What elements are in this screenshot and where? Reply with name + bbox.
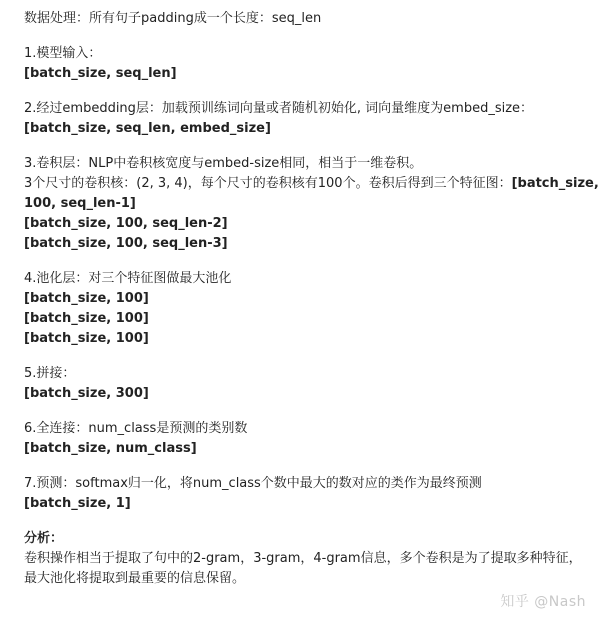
analysis-heading: 分析：	[24, 531, 64, 546]
predict-title: 7.预测：softmax归一化，将num_class个数中最大的数对应的类作为最终预测	[24, 476, 482, 491]
input-title: 1.模型输入：	[24, 46, 102, 61]
pool-shape-2: [batch_size, 100]	[24, 311, 149, 326]
conv-shape-inline: [batch_size,	[511, 176, 599, 191]
input-shape: [batch_size, seq_len]	[24, 66, 177, 81]
conv-shape-3: [batch_size, 100, seq_len-3]	[24, 236, 228, 251]
fc-title: 6.全连接：num_class是预测的类别数	[24, 421, 248, 436]
watermark: 知乎 @Nash	[500, 594, 586, 610]
conv-shape-1: 100, seq_len-1]	[24, 196, 136, 211]
predict-shape: [batch_size, 1]	[24, 496, 131, 511]
analysis-line-2: 最大池化将提取到最重要的信息保留。	[24, 571, 246, 586]
embedding-shape: [batch_size, seq_len, embed_size]	[24, 121, 271, 136]
embedding-title: 2.经过embedding层：加载预训练词向量或者随机初始化, 词向量维度为embed_size：	[24, 101, 534, 116]
concat-shape: [batch_size, 300]	[24, 386, 149, 401]
pool-title: 4.池化层：对三个特征图做最大池化	[24, 271, 232, 286]
analysis-line-1: 卷积操作相当于提取了句中的2-gram，3-gram，4-gram信息，多个卷积是为了提取多种特征，	[24, 551, 582, 566]
pool-shape-1: [batch_size, 100]	[24, 291, 149, 306]
document-body	[24, 9, 599, 589]
conv-desc-text: 3个尺寸的卷积核：(2, 3, 4)，每个尺寸的卷积核有100个。卷积后得到三个特征图：	[24, 176, 512, 191]
conv-desc	[24, 174, 599, 194]
conv-title: 3.卷积层：NLP中卷积核宽度与embed-size相同，相当于一维卷积。	[24, 156, 423, 171]
pool-shape-3: [batch_size, 100]	[24, 331, 149, 346]
fc-shape: [batch_size, num_class]	[24, 441, 197, 456]
conv-shape-2: [batch_size, 100, seq_len-2]	[24, 216, 228, 231]
concat-title: 5.拼接：	[24, 366, 76, 381]
intro-text: 数据处理：所有句子padding成一个长度：seq_len	[24, 11, 322, 26]
